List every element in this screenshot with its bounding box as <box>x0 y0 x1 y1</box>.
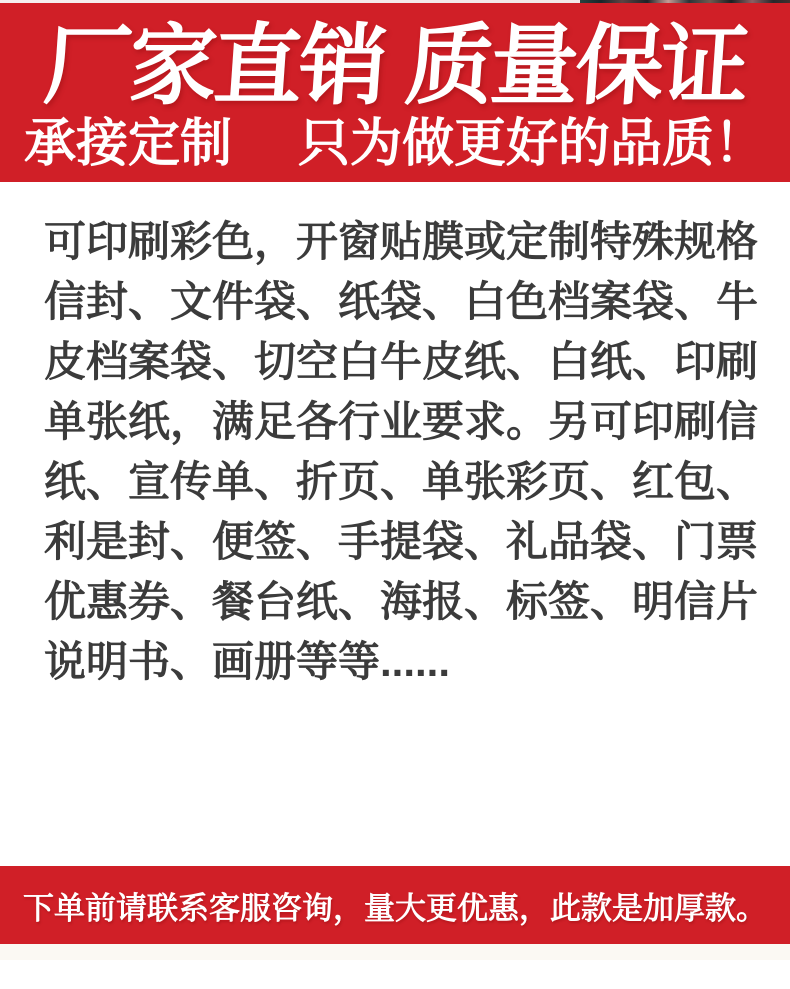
description-line: 皮档案袋、切空白牛皮纸、白纸、印刷 <box>44 338 759 385</box>
description-line: 利是封、便签、手提袋、礼品袋、门票 <box>44 518 759 565</box>
description-line: 可印刷彩色，开窗贴膜或定制特殊规格 <box>44 218 759 265</box>
footer-notice-bar <box>0 866 790 944</box>
description-line: 说明书、画册等等...... <box>44 638 451 685</box>
description-line: 信封、文件袋、纸袋、白色档案袋、牛 <box>44 278 759 325</box>
description-line: 优惠券、餐台纸、海报、标签、明信片 <box>44 578 759 625</box>
header-subtitle <box>0 118 790 172</box>
bottom-offwhite-band <box>0 944 790 960</box>
subtitle-quality-slogan: 只为做更好的品质！ <box>298 116 767 173</box>
description-line: 单张纸，满足各行业要求。另可印刷信 <box>44 398 759 445</box>
description-line: 纸、宣传单、折页、单张彩页、红包、 <box>44 458 759 505</box>
product-description <box>44 212 764 692</box>
header-title: 厂家直销 质量保证 <box>40 16 750 115</box>
header-banner <box>0 3 790 182</box>
footer-notice-text: 下单前请联系客服咨询，量大更优惠，此款是加厚款。 <box>23 890 767 926</box>
subtitle-custom-orders: 承接定制 <box>23 116 232 173</box>
